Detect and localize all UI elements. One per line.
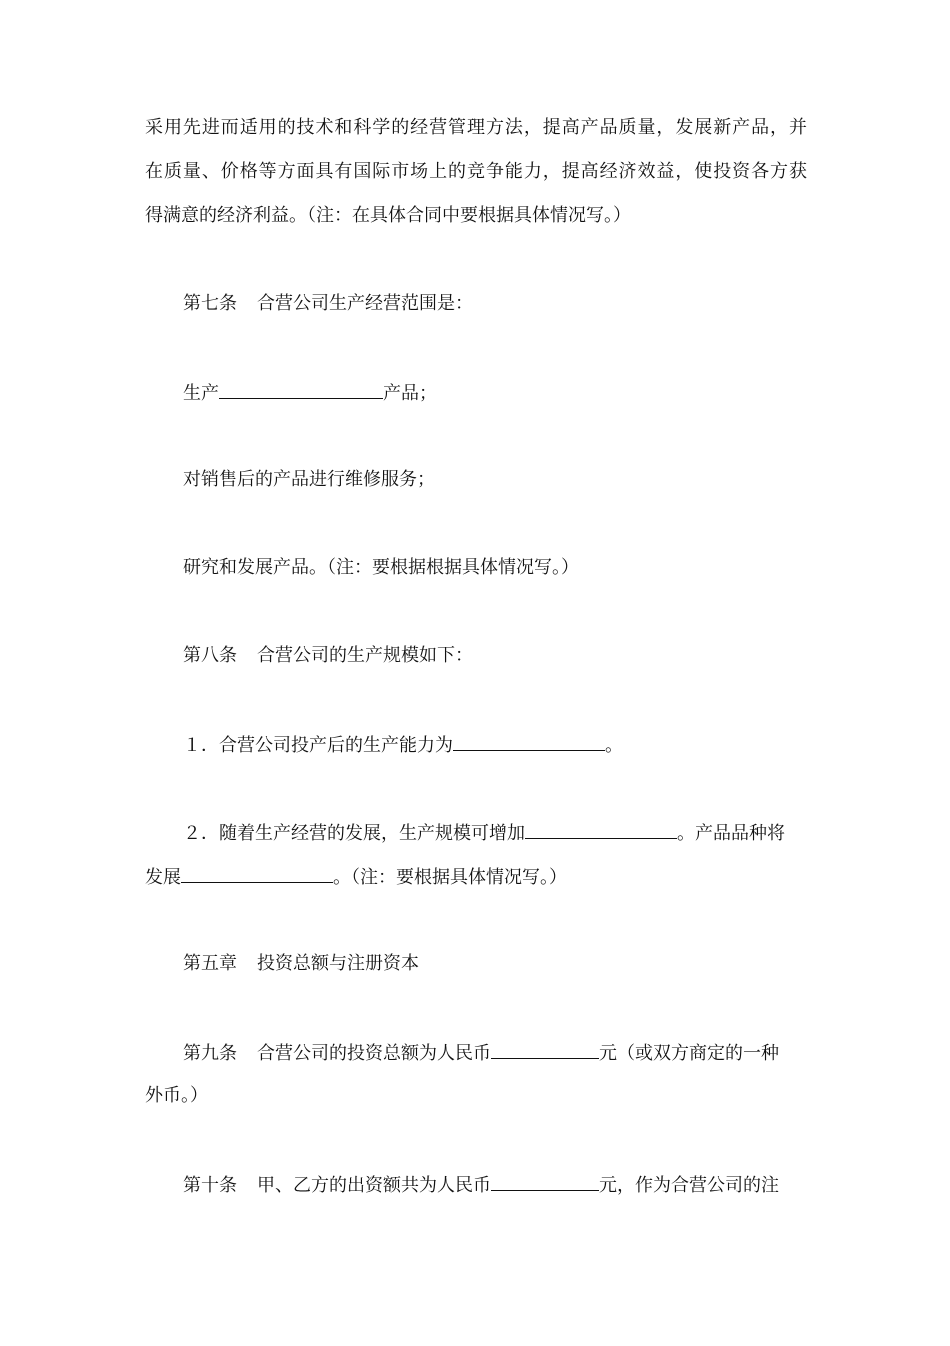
article9-line2: 外币。） [145,1085,208,1106]
scale-increase-blank[interactable] [525,820,677,839]
scope-item-maintenance: 对销售后的产品进行维修服务； [183,469,435,490]
article8-item2-line1 [183,820,785,846]
chapter5-heading [183,952,419,976]
article8-text: 合营公司的生产规模如下： [257,645,473,666]
item2-line2-suffix: 。（注：要根据具体情况写。） [333,867,567,888]
scope-item-production [183,380,437,406]
article9-text: 合营公司的投资总额为人民币 [257,1043,491,1064]
item2-text: ２．随着生产经营的发展，生产规模可增加 [183,823,525,844]
para1-line3: 得满意的经济利益。（注：在具体合同中要根据具体情况写。） [145,205,631,226]
chapter5-text: 投资总额与注册资本 [257,953,419,974]
item1-suffix: 。 [605,735,623,756]
article10-line1 [183,1172,779,1198]
scope-item-research: 研究和发展产品。（注：要根据根据具体情况写。） [183,557,579,578]
article8-number: 第八条 [183,645,237,666]
variety-blank[interactable] [181,864,333,883]
article8-heading [183,644,473,668]
item2-suffix: 。产品品种将 [677,823,785,844]
product-blank[interactable] [219,380,383,399]
para1-line1: 采用先进而适用的技术和科学的经营管理方法，提高产品质量，发展新产品，并 [145,117,807,138]
article9-suffix: 元（或双方商定的一种 [599,1043,779,1064]
article9-line1 [183,1040,779,1066]
article10-number: 第十条 [183,1175,237,1196]
article8-item1 [183,732,623,758]
item2-line2-prefix: 发展 [145,867,181,888]
article7-text: 合营公司生产经营范围是： [257,293,473,314]
total-investment-blank[interactable] [491,1040,599,1059]
item1-text: １．合营公司投产后的生产能力为 [183,735,453,756]
capital-contribution-blank[interactable] [491,1172,599,1191]
capacity-blank[interactable] [453,732,605,751]
chapter5-number: 第五章 [183,953,237,974]
scope1-suffix: 产品； [383,383,437,404]
article9-number: 第九条 [183,1043,237,1064]
article7-heading [183,292,473,316]
scope1-prefix: 生产 [183,383,219,404]
article10-text: 甲、乙方的出资额共为人民币 [257,1175,491,1196]
article10-suffix: 元，作为合营公司的注 [599,1175,779,1196]
article8-item2-line2 [145,864,567,890]
para1-line2: 在质量、价格等方面具有国际市场上的竞争能力，提高经济效益，使投资各方获 [145,161,807,182]
article7-number: 第七条 [183,293,237,314]
